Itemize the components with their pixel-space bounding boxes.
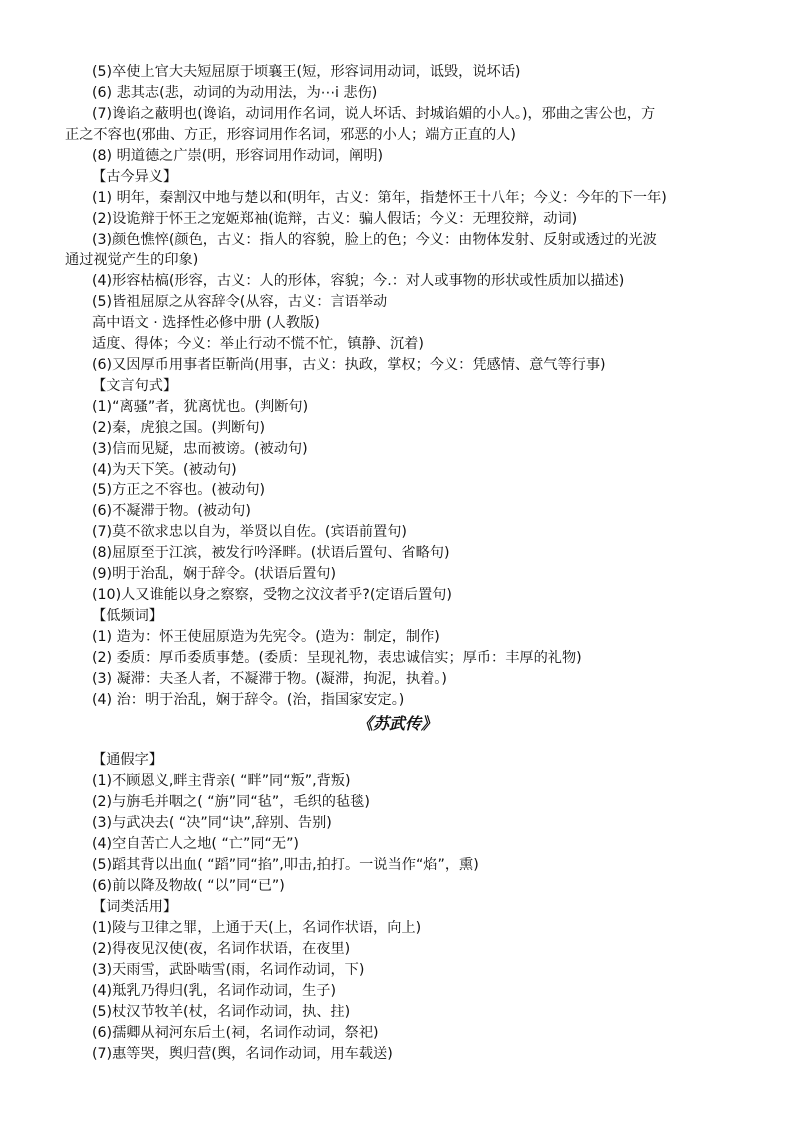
- note-line: 【通假字】: [92, 752, 163, 768]
- note-line: (2)设诡辩于怀王之宠姬郑袖(诡辩，古义：骗人假话；今义：无理狡辩，动词): [92, 211, 578, 227]
- note-line: (6) 悲其志(悲，动词的为动用法，为⋯i 悲伤): [92, 85, 378, 101]
- note-line: (7)莫不欲求忠以自为，举贤以自佐。(宾语前置句): [92, 524, 407, 540]
- note-line: 【古今异义】: [92, 169, 178, 185]
- note-line: (8) 明道德之广崇(明，形容词用作动词，阐明): [92, 148, 384, 164]
- note-line: 正之不容也(邪曲、方正，形容词用作名词，邪恶的小人；端方正直的人): [65, 127, 516, 143]
- note-line: (3)颜色憔悴(颜色，古义：指人的容貌，脸上的色；今义：由物体发射、反射或透过的光波: [92, 232, 657, 248]
- note-line: (4)形容枯槁(形容，古义：人的形体，容貌；今.：对人或事物的形状或性质加以描述): [92, 273, 625, 289]
- note-line: (7)谗谄之蔽明也(谗谄，动词用作名词，说人坏话、封城谄媚的小人。)，邪曲之害公也，方: [92, 106, 656, 122]
- note-line: (2)与旃毛并咽之( “旃”同“毡”，毛织的毡毯): [92, 794, 370, 810]
- note-line: (6)前以降及物故( “以”同“已”): [92, 878, 285, 894]
- note-line: (6)不凝滞于物。(被动句): [92, 503, 251, 519]
- note-line: (5)皆祖屈原之从容辞令(从容，古义：言语举动: [92, 294, 388, 310]
- note-line: (1) 明年，秦割汉中地与楚以和(明年，古义：第年，指楚怀王十八年；今义：今年的下一年): [92, 190, 667, 206]
- note-line: (8)屈原至于江滨，被发行吟泽畔。(状语后置句、省略句): [92, 545, 450, 561]
- note-line: (2)秦，虎狼之国。(判断句): [92, 420, 266, 436]
- note-line: 高中语文 · 选择性必修中册 (人教版): [92, 315, 320, 331]
- note-line: (3) 凝滞：夫圣人者，不凝滞于物。(凝滞，拘泥，执着。): [92, 671, 447, 687]
- note-line: (1)陵与卫律之罪，上通于天(上，名词作状语，向上): [92, 920, 422, 936]
- note-line: 通过视觉产生的印象): [65, 252, 199, 268]
- note-line: (5)卒使上官大夫短屈原于顷襄王(短，形容词用动词，诋毁，说坏话): [92, 64, 521, 80]
- note-line: (9)明于治乱，娴于辞令。(状语后置句): [92, 566, 336, 582]
- note-line: (7)惠等哭，舆归营(舆，名词作动词，用车载送): [92, 1046, 393, 1062]
- note-line: (3)与武决去( “决”同“诀”,辞别、告别): [92, 815, 332, 831]
- note-line: 【低频词】: [92, 608, 163, 624]
- note-line: (4) 治：明于治乱，娴于辞令。(治，指国家安定。): [92, 692, 405, 708]
- note-line: (4)羝乳乃得归(乳，名词作动词，生子): [92, 983, 336, 999]
- note-line: (1) 造为：怀王使屈原造为先宪令。(造为：制定，制作): [92, 629, 440, 645]
- note-line: (6)又因厚币用事者臣靳尚(用事，古义：执政，掌权；今义：凭感情、意气等行事): [92, 357, 606, 373]
- note-line: (2) 委质：厚币委质事楚。(委质：呈现礼物，表忠诚信实；厚币：丰厚的礼物): [92, 650, 582, 666]
- note-line: (2)得夜见汉使(夜，名词作状语，在夜里): [92, 941, 351, 957]
- note-line: (5)方正之不容也。(被动句): [92, 482, 266, 498]
- note-line: (1)“离骚”者，犹离忧也。(判断句): [92, 399, 309, 415]
- note-line: 适度、得体；今义：举止行动不慌不忙，镇静、沉着): [92, 336, 424, 352]
- note-line: (1)不顾恩义,畔主背亲( “畔”同“叛”,背叛): [92, 773, 351, 789]
- note-line: (3)信而见疑，忠而被谤。(被动句): [92, 441, 308, 457]
- note-line: (3)天雨雪，武卧啮雪(雨，名词作动词，下): [92, 962, 365, 978]
- note-line: (5)杖汉节牧羊(杖，名词作动词，执、拄): [92, 1004, 351, 1020]
- note-line: 【词类活用】: [92, 899, 178, 915]
- note-line: (6)孺卿从祠河东后土(祠，名词作动词，祭祀): [92, 1025, 379, 1041]
- note-line: (10)人又谁能以身之察察，受物之汶汶者乎?(定语后置句): [92, 587, 452, 603]
- note-line: (4)为天下笑。(被动句): [92, 462, 237, 478]
- note-line: (4)空自苦亡人之地( “亡”同“无”): [92, 836, 299, 852]
- note-line: 【文言句式】: [92, 378, 178, 394]
- section-title-su-wu-zhuan: 《苏武传》: [356, 714, 437, 733]
- note-line: (5)蹈其背以出血( “蹈”同“掐”,叩击,拍打。一说当作“焰”，熏): [92, 857, 479, 873]
